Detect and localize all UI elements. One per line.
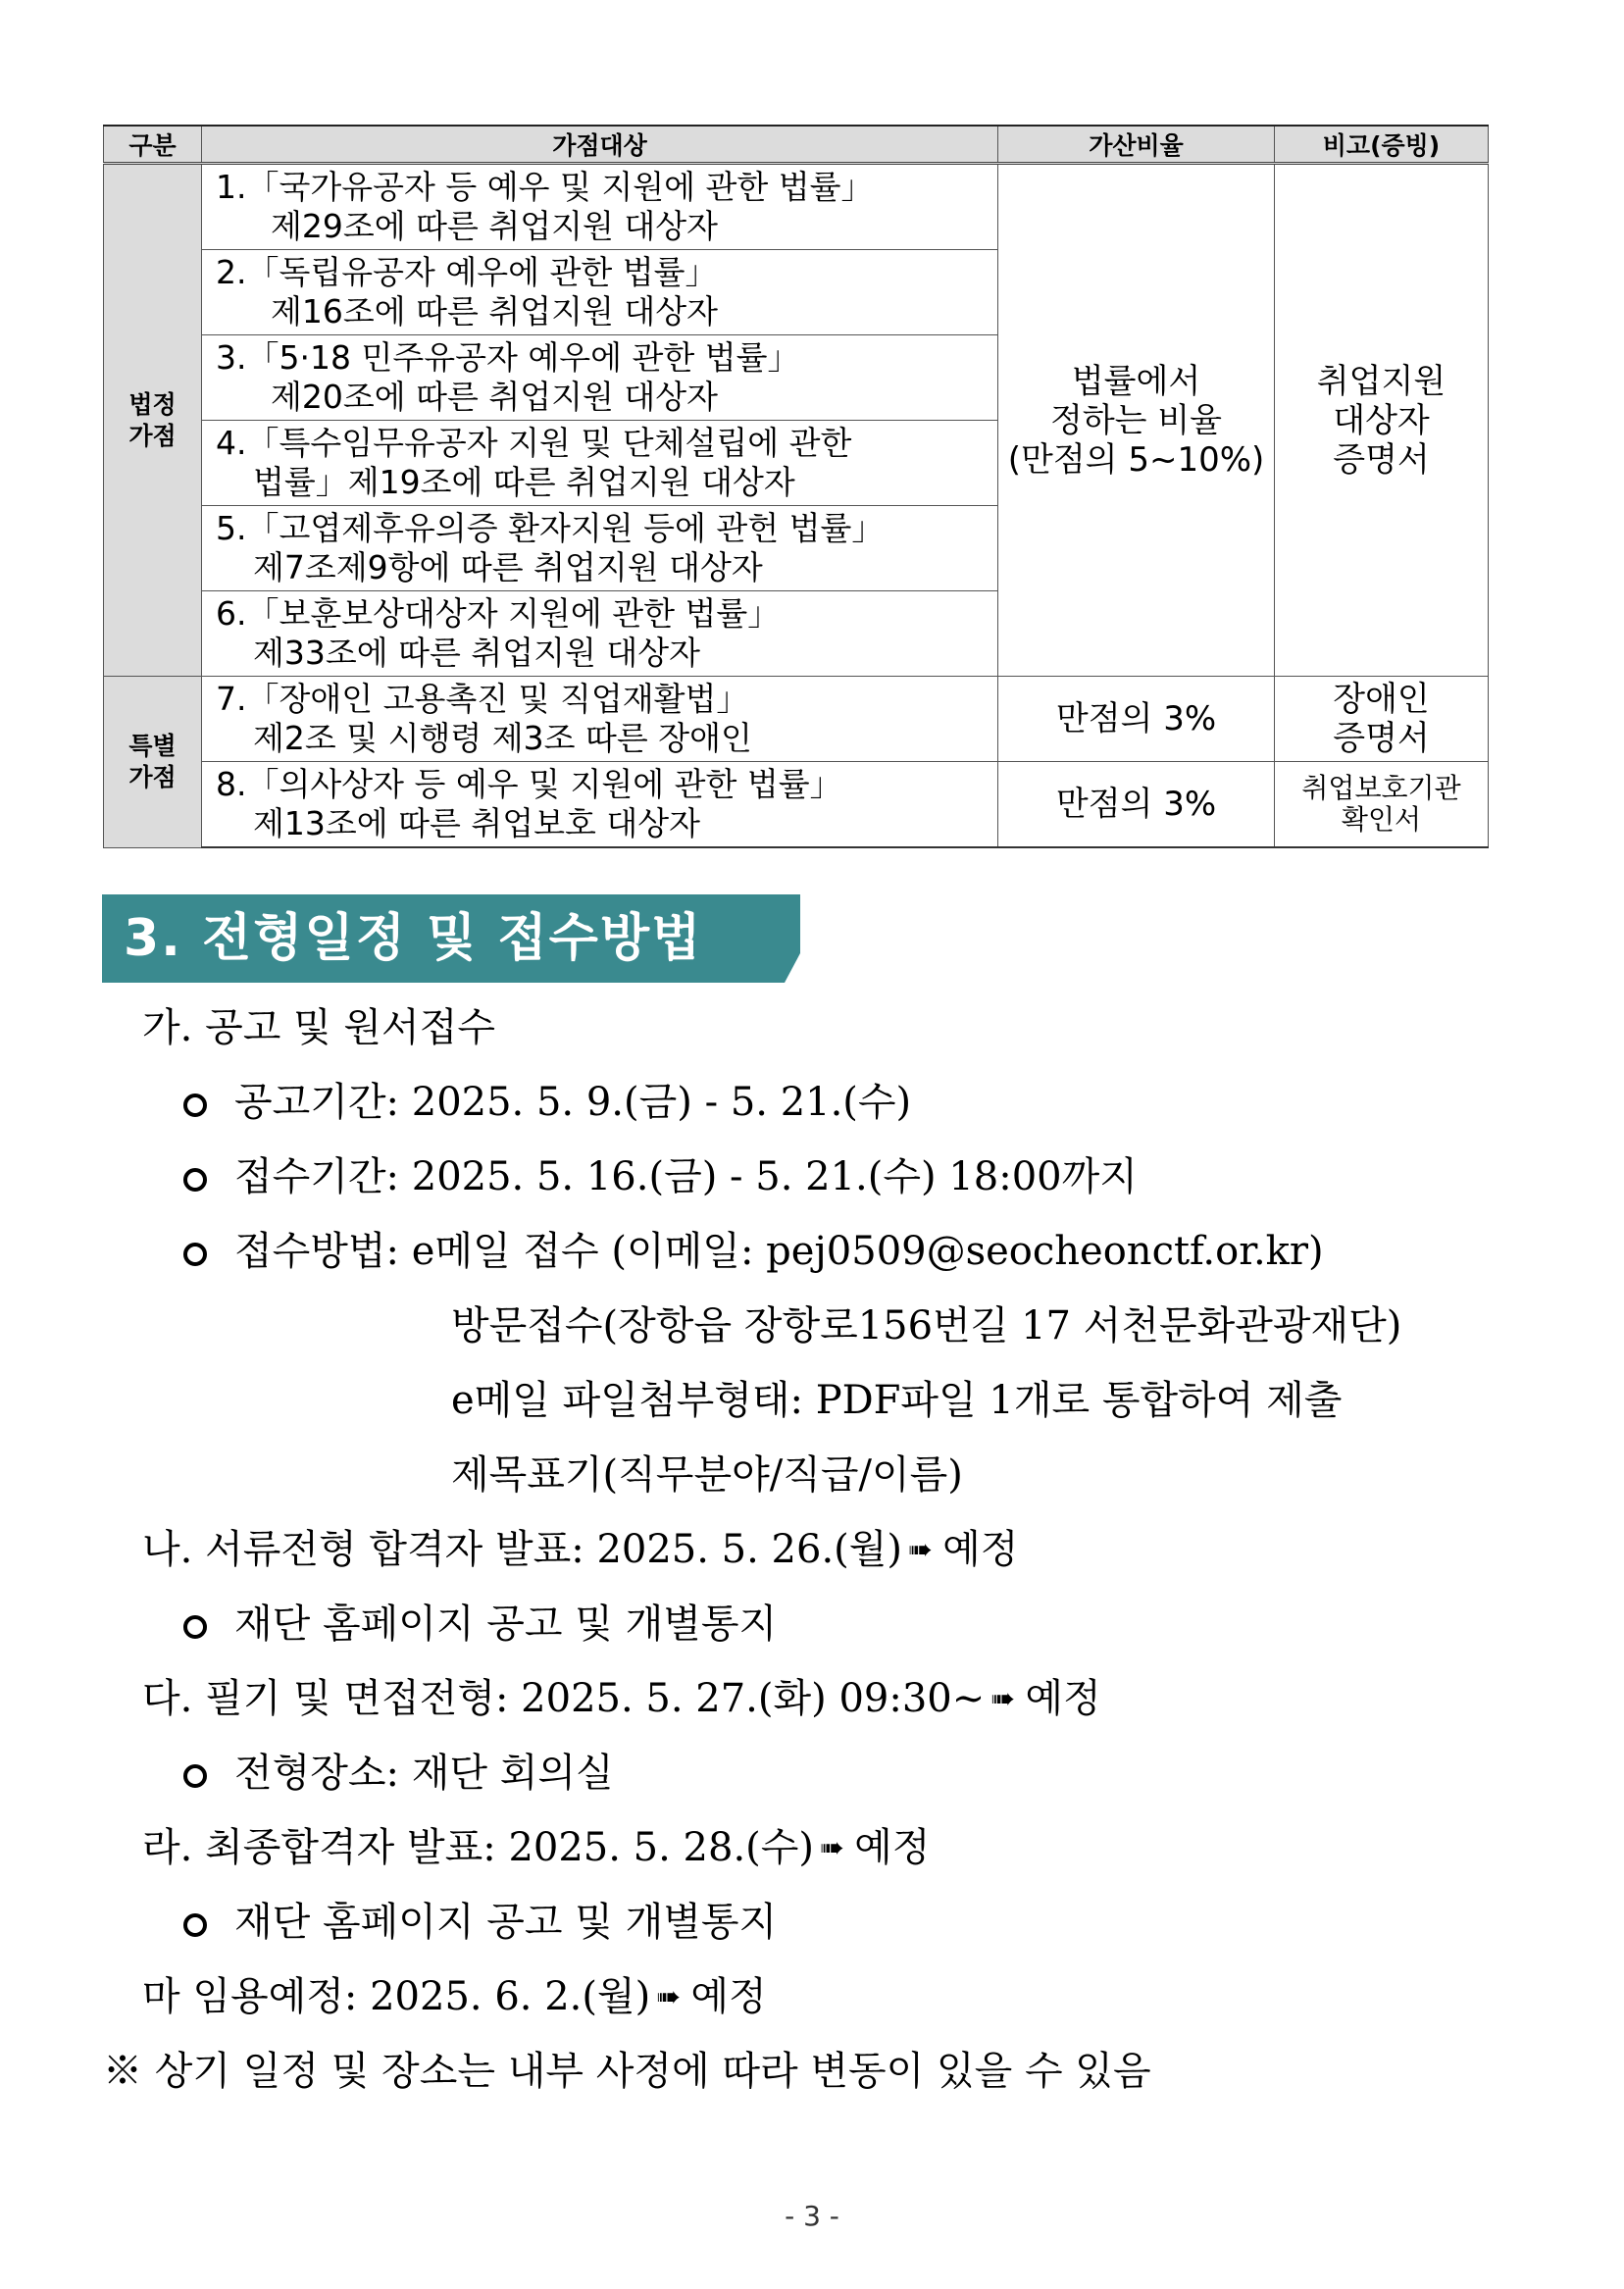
schedule-a-notice xyxy=(183,1078,911,1127)
planned-label: 예정 xyxy=(942,1527,1019,1572)
circle-bullet-icon xyxy=(183,1243,207,1266)
item-line1: 4.「특수임무유공자 지원 및 단체설립에 관한 xyxy=(216,424,852,462)
item-line2: 제7조제9항에 따른 취업지원 대상자 xyxy=(253,548,763,586)
item-line1: 6.「보훈보상대상자 지원에 관한 법률」 xyxy=(216,594,781,633)
arrow-right-icon: ➠ xyxy=(656,1980,682,2014)
planned-label: 예정 xyxy=(854,1825,931,1870)
table-row xyxy=(104,164,1489,250)
item-line1: 2.「독립유공자 예우에 관한 법률」 xyxy=(216,253,718,291)
table-header-row xyxy=(104,126,1489,164)
circle-bullet-icon xyxy=(183,1764,207,1788)
proof-injured xyxy=(1275,762,1489,848)
category-label: 법정 가점 xyxy=(128,389,177,450)
section-header xyxy=(102,894,800,983)
table-cell-item xyxy=(202,164,998,250)
circle-bullet-icon xyxy=(183,1094,207,1117)
b-title-text: 나. 서류전형 합격자 발표: 2025. 5. 26.(월) xyxy=(142,1527,903,1572)
notice-period-text: 공고기간: 2025. 5. 9.(금) - 5. 21.(수) xyxy=(234,1080,912,1125)
table-cell-item xyxy=(202,677,998,762)
arrow-right-icon: ➠ xyxy=(908,1533,934,1567)
section-title: 3. 전형일정 및 접수방법 xyxy=(124,909,703,968)
schedule-a-title: 가. 공고 및 원서접수 xyxy=(142,1005,495,1050)
circle-bullet-icon xyxy=(183,1913,207,1937)
page-number: - 3 - xyxy=(785,2200,839,2232)
d-sub-text: 재단 홈페이지 공고 및 개별통지 xyxy=(234,1900,778,1945)
item-line2: 제13조에 따른 취업보호 대상자 xyxy=(253,804,700,842)
header-proof: 비고(증빙) xyxy=(1275,126,1489,164)
header-target: 가점대상 xyxy=(202,126,998,164)
category-label: 특별 가점 xyxy=(128,731,177,791)
schedule-e-title xyxy=(142,1972,767,2022)
proof-legal xyxy=(1275,164,1489,677)
table-cell-item xyxy=(202,335,998,421)
schedule-a-method xyxy=(183,1227,1324,1276)
circle-bullet-icon xyxy=(183,1615,207,1639)
arrow-right-icon: ➠ xyxy=(990,1682,1016,1716)
ratio-injured: 만점의 3% xyxy=(998,762,1275,848)
schedule-b-title xyxy=(142,1525,1018,1575)
table-cell-item xyxy=(202,591,998,677)
planned-label: 예정 xyxy=(690,1974,767,2019)
item-line2: 제20조에 따른 취업지원 대상자 xyxy=(271,378,718,416)
d-title-text: 라. 최종합격자 발표: 2025. 5. 28.(수) xyxy=(142,1825,815,1870)
c-sub-text: 전형장소: 재단 회의실 xyxy=(234,1751,614,1796)
item-line2: 제2조 및 시행령 제3조 따른 장애인 xyxy=(253,719,752,757)
arrow-right-icon: ➠ xyxy=(820,1831,845,1865)
schedule-c-sub xyxy=(183,1749,614,1798)
proof-label: 취업보호기관 확인서 xyxy=(1301,772,1461,836)
ratio-legal xyxy=(998,164,1275,677)
table-row xyxy=(104,762,1489,848)
item-line1: 7.「장애인 고용촉진 및 직업재활법」 xyxy=(216,680,749,718)
ratio-label: 법률에서 정하는 비율 (만점의 5~10%) xyxy=(1007,361,1265,480)
schedule-a-receipt xyxy=(183,1152,1138,1201)
planned-label: 예정 xyxy=(1025,1676,1101,1721)
item-line1: 1.「국가유공자 등 예우 및 지원에 관한 법률」 xyxy=(216,168,874,206)
schedule-c-title xyxy=(142,1674,1101,1724)
category-legal xyxy=(104,164,202,677)
item-line1: 8.「의사상자 등 예우 및 지원에 관한 법률」 xyxy=(216,765,842,803)
table-cell-item xyxy=(202,421,998,506)
schedule-a-file: e메일 파일첨부형태: PDF파일 1개로 통합하여 제출 xyxy=(451,1378,1343,1423)
circle-bullet-icon xyxy=(183,1168,207,1192)
item-line1: 5.「고엽제후유의증 환자지원 등에 관헌 법률」 xyxy=(216,509,885,547)
c-title-text: 다. 필기 및 면접전형: 2025. 5. 27.(화) 09:30∼ xyxy=(142,1676,986,1721)
item-line2: 법률」제19조에 따른 취업지원 대상자 xyxy=(253,463,795,501)
bonus-points-table xyxy=(103,125,1489,848)
header-category: 구분 xyxy=(104,126,202,164)
b-sub-text: 재단 홈페이지 공고 및 개별통지 xyxy=(234,1602,778,1647)
table-row xyxy=(104,677,1489,762)
proof-label: 취업지원 대상자 증명서 xyxy=(1316,361,1446,480)
proof-label: 장애인 증명서 xyxy=(1333,680,1430,758)
receipt-period-text: 접수기간: 2025. 5. 16.(금) - 5. 21.(수) 18:00까지 xyxy=(234,1154,1138,1199)
e-title-text: 마 임용예정: 2025. 6. 2.(월) xyxy=(142,1974,651,2019)
table-cell-item xyxy=(202,506,998,591)
schedule-d-sub xyxy=(183,1898,777,1947)
table-cell-item xyxy=(202,762,998,848)
item-line1: 3.「5·18 민주유공자 예우에 관한 법률」 xyxy=(216,338,800,377)
ratio-disabled: 만점의 3% xyxy=(998,677,1275,762)
item-line2: 제33조에 따른 취업지원 대상자 xyxy=(253,634,700,672)
schedule-note: ※ 상기 일정 및 장소는 내부 사정에 따라 변동이 있을 수 있음 xyxy=(103,2049,1151,2094)
schedule-b-sub xyxy=(183,1600,777,1649)
schedule-a-subject: 제목표기(직무분야/직급/이름) xyxy=(451,1452,963,1498)
category-special xyxy=(104,677,202,848)
item-line2: 제29조에 따른 취업지원 대상자 xyxy=(271,207,718,245)
header-ratio: 가산비율 xyxy=(998,126,1275,164)
item-line2: 제16조에 따른 취업지원 대상자 xyxy=(271,292,718,331)
table-cell-item xyxy=(202,250,998,335)
schedule-d-title xyxy=(142,1823,930,1873)
proof-disabled xyxy=(1275,677,1489,762)
receipt-method-text: 접수방법: e메일 접수 (이메일: pej0509@seocheonctf.or.kr) xyxy=(234,1229,1324,1274)
schedule-a-visit: 방문접수(장항읍 장항로156번길 17 서천문화관광재단) xyxy=(451,1303,1402,1348)
